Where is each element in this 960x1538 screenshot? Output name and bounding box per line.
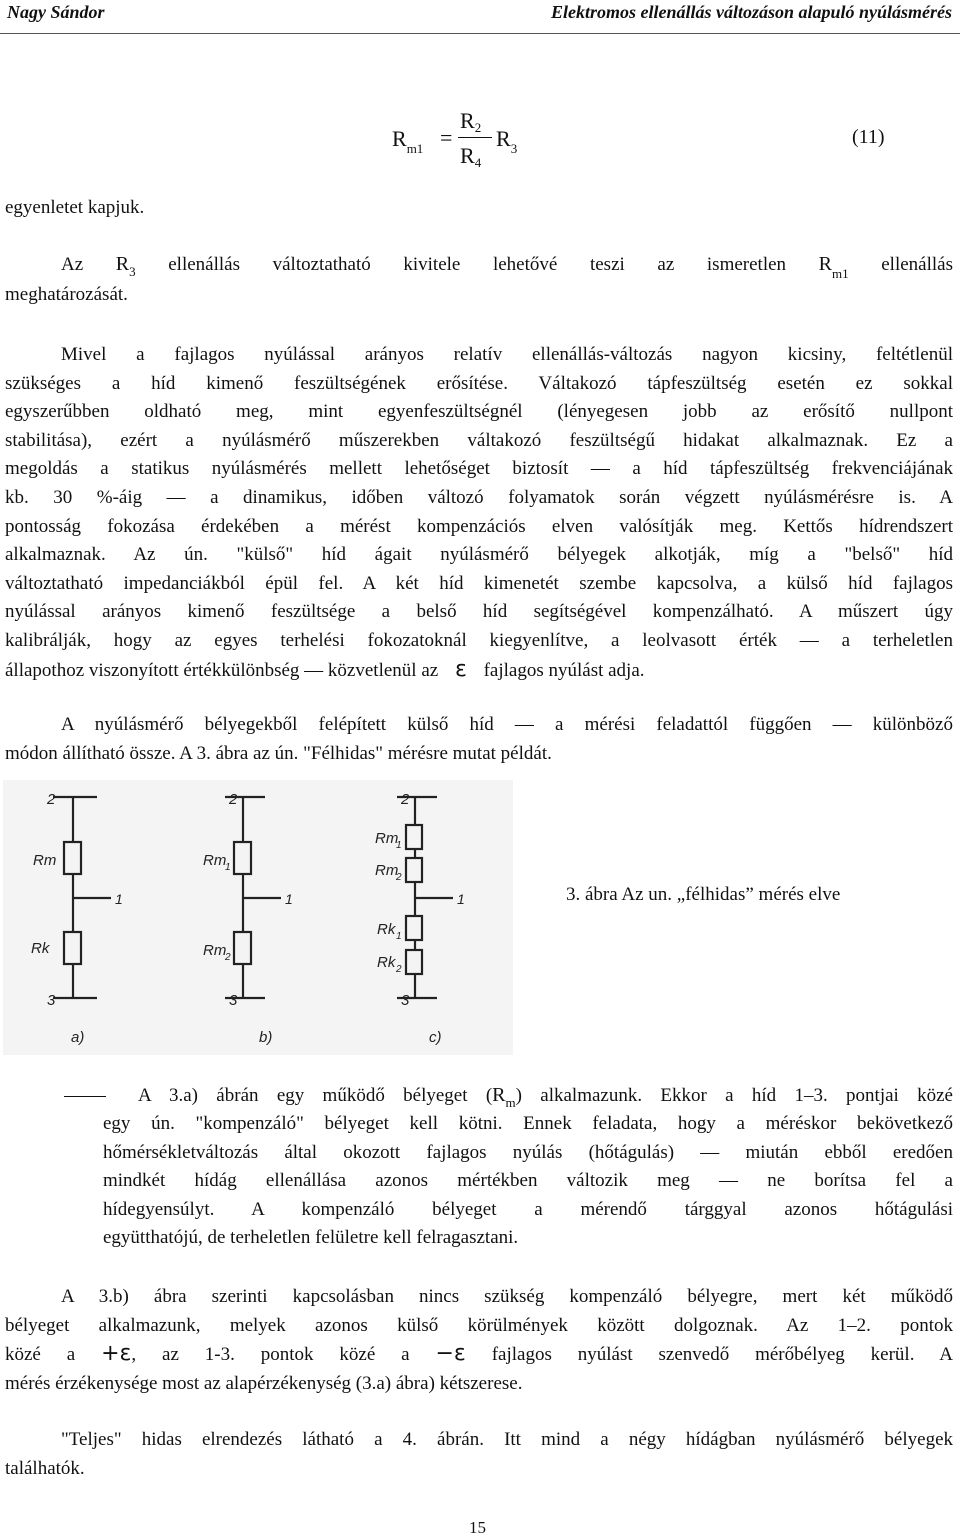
figure-resistor-sub: 1 bbox=[225, 862, 231, 873]
figure-half-bridge-diagram bbox=[3, 780, 513, 1055]
figure-resistor-sub: 2 bbox=[396, 872, 402, 883]
paragraph-bridge bbox=[5, 711, 953, 768]
eq-lhs: $R_{m1}$ bbox=[392, 126, 424, 156]
paragraph-3a-body bbox=[103, 1110, 953, 1253]
figure-panel-label: a) bbox=[71, 1029, 85, 1046]
paragraph-line: meghatározását. bbox=[5, 283, 128, 305]
figure-node-label: 1 bbox=[457, 891, 465, 907]
paragraph-3b bbox=[5, 1283, 953, 1398]
figure-resistor-sub: 2 bbox=[225, 952, 231, 963]
figure-resistor-label: Rm bbox=[375, 830, 399, 847]
eq-denominator: R4 bbox=[460, 143, 482, 170]
figure-resistor-sub: 2 bbox=[396, 964, 402, 975]
figure-resistor-label: Rm bbox=[375, 862, 399, 879]
text-equation-followup: egyenletet kapjuk. bbox=[5, 197, 145, 218]
paragraph-line: bélyeget alkalmazunk, melyek azonos külső körülmények között dolgoznak. Az 1–2. pontok bbox=[5, 1314, 953, 1336]
figure-node-label: 2 bbox=[229, 791, 238, 808]
paragraph-line: Mivel a fajlagos nyúlással arányos relatív ellenállás-változás nagyon kicsiny, feltétlenül bbox=[61, 344, 953, 365]
figure-node-label: 1 bbox=[285, 891, 293, 907]
paragraph-line: mindkét hídág ellenállása azonos mértékben változik meg — ne borítsa fel a bbox=[103, 1170, 953, 1192]
eq-fraction-bar bbox=[458, 137, 492, 138]
figure-resistor-label: Rk bbox=[377, 921, 396, 938]
epsilon-symbol: ε bbox=[454, 656, 467, 682]
paragraph-line: pontosság fokozása érdekében a mérést kompenzációs elven valósítják meg. Kettős hídrendszert bbox=[5, 515, 953, 537]
header-divider bbox=[0, 33, 960, 34]
paragraph-line: változtatható impedanciákból épül fel. A két híd kimenetét szembe kapcsolva, a külső híd fajlagos bbox=[5, 572, 953, 594]
paragraph-line: mérés érzékenysége most az alapérzékenység (3.a) ábra) kétszerese. bbox=[5, 1372, 523, 1394]
paragraph-line: kb. 30 %-áig — a dinamikus, időben változó folyamatok során végzett nyúlásmérésre is. A bbox=[5, 486, 953, 508]
paragraph-line: szükséges a híd kimenő feszültségének erősítése. Váltakozó tápfeszültség esetén ez sokkal bbox=[5, 372, 953, 394]
paragraph-line: A nyúlásmérő bélyegekből felépített külső híd — a mérési feladattól függően — különböző bbox=[61, 714, 953, 735]
paragraph-line: hídegyensúlyt. A kompenzáló bélyeget a mérendő tárggyal azonos hőtágulási bbox=[103, 1198, 953, 1220]
figure-node-label: 3 bbox=[401, 992, 410, 1009]
paragraph-line: találhatók. bbox=[5, 1457, 85, 1479]
paragraph-line: együtthatójú, de terheletlen felületre kell felragasztani. bbox=[103, 1227, 519, 1249]
figure-resistor-sub: 1 bbox=[396, 840, 402, 851]
plus-epsilon-symbol: +ε bbox=[101, 1341, 132, 1367]
figure-resistor-label: Rk bbox=[377, 954, 396, 971]
paragraph-line: stabilitása), ezért a nyúlásmérő műszerekben váltakozó feszültségű hidakat alkalmaznak. Ez a bbox=[5, 429, 953, 451]
figure-panel-label: c) bbox=[429, 1029, 442, 1046]
paragraph-line: hőmérsékletváltozás által okozott fajlagos nyúlás (hőtágulás) — miután ebből eredően bbox=[103, 1141, 953, 1163]
paragraph-line: A 3.b) ábra szerinti kapcsolásban nincs szükség kompenzáló bélyegre, mert két működő bbox=[61, 1286, 953, 1307]
eq-factor: $R_3$ bbox=[496, 126, 518, 156]
header-author: Nagy Sándor bbox=[7, 2, 105, 22]
paragraph-line: megoldás a statikus nyúlásmérés mellett lehetőséget biztosít — a híd tápfeszültség frekvenciájának bbox=[5, 458, 953, 480]
page-number: 15 bbox=[469, 1518, 486, 1537]
figure-resistor-sub: 1 bbox=[396, 931, 402, 942]
paragraph-line: alkalmaznak. Az ún. "külső" híd ágait nyúlásmérő bélyegek alkotják, míg a "belső" híd bbox=[5, 544, 953, 566]
dash-bullet bbox=[64, 1096, 106, 1097]
paragraph-line: egy ún. "kompenzáló" bélyeget kell kötni. Ennek feladata, hogy a méréskor bekövetkező bbox=[103, 1113, 953, 1134]
header-title: Elektromos ellenállás változáson alapuló nyúlásmérés bbox=[550, 2, 952, 22]
paragraph-main bbox=[5, 341, 953, 685]
figure-node-label: 3 bbox=[47, 992, 56, 1009]
figure-caption: 3. ábra Az un. „félhidas” mérés elve bbox=[566, 884, 841, 905]
figure-node-label: 3 bbox=[229, 992, 238, 1009]
figure-node-label: 2 bbox=[47, 791, 56, 808]
eq-numerator: R2 bbox=[460, 108, 482, 135]
figure-resistor-label: Rm bbox=[203, 942, 227, 959]
figure-half-bridge bbox=[3, 780, 513, 1055]
eq-equals: = bbox=[440, 125, 453, 150]
paragraph-line: A 3.a) ábrán egy működő bélyeget $(R_m)$ alkalmazunk. Ekkor a híd 1–3. pontjai közé bbox=[64, 1081, 953, 1112]
figure-node-label: 1 bbox=[115, 891, 123, 907]
paragraph-r3 bbox=[5, 250, 953, 309]
paragraph-line: nyúlással arányos kimenő feszültsége a belső híd segítségével kompenzálható. A műszert úgy bbox=[5, 601, 953, 623]
paragraph-line: egyszerűbben oldható meg, mint egyenfeszültségnél (lényegesen jobb az erősítő nullpont bbox=[5, 401, 953, 423]
figure-panel-label: b) bbox=[259, 1029, 273, 1046]
figure-resistor-label: Rk bbox=[31, 940, 50, 957]
paragraph-3a bbox=[64, 1081, 953, 1112]
paragraph-full-bridge bbox=[5, 1426, 953, 1483]
figure-node-label: 2 bbox=[401, 791, 410, 808]
paragraph-line: közé a +ε, az 1-3. pontok közé a −ε fajlagos nyúlást szenvedő mérőbélyeg kerül. A bbox=[5, 1341, 954, 1367]
eq-number: (11) bbox=[852, 126, 885, 148]
figure-resistor-label: Rm bbox=[203, 852, 227, 869]
paragraph-line: Az $R_3$ ellenállás változtatható kivitele lehetővé teszi az ismeretlen $R_{m1}$ ellenállás bbox=[61, 253, 953, 281]
paragraph-line: "Teljes" hidas elrendezés látható a 4. ábrán. Itt mind a négy hídágban nyúlásmérő bélyegek bbox=[61, 1429, 953, 1450]
paragraph-line: kalibrálják, hogy az egyes terhelési fokozatoknál kiegyenlítve, a leolvasott érték — a terheletlen bbox=[5, 629, 953, 651]
paragraph-line: módon állítható össze. A 3. ábra az ún. "Félhidas" mérésre mutat példát. bbox=[5, 742, 552, 764]
paragraph-line: állapothoz viszonyított értékkülönbség — közvetlenül az ε fajlagos nyúlást adja. bbox=[5, 656, 645, 682]
figure-resistor-label: Rm bbox=[33, 852, 57, 869]
minus-epsilon-symbol: −ε bbox=[435, 1341, 466, 1367]
